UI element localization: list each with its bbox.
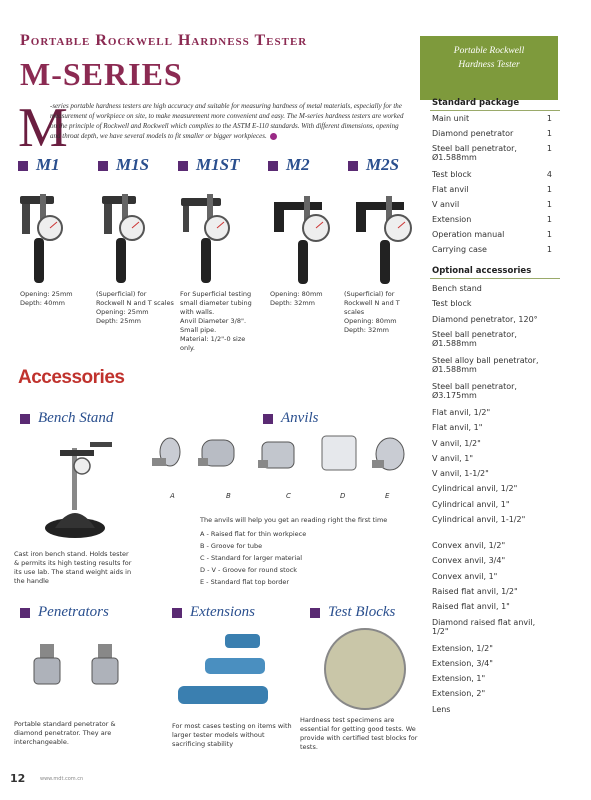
tester-m1s-image — [92, 188, 162, 288]
bench-stand-title: Bench Stand — [38, 410, 114, 426]
standard-item-qty: 1 — [546, 245, 552, 254]
standard-item — [432, 144, 558, 162]
standard-item-qty: 1 — [546, 114, 552, 123]
extensions-heading — [172, 604, 255, 621]
standard-item-qty: 1 — [546, 144, 552, 153]
optional-item: Extension, 2" — [432, 689, 486, 699]
square-bullet-icon — [172, 608, 182, 618]
optional-item: Steel ball penetrator, Ø3.175mm — [432, 381, 517, 400]
standard-item-name: Test block — [432, 170, 472, 179]
tester-m2-image — [268, 188, 338, 288]
accessories-title: Accessories — [18, 367, 125, 388]
intro-dot-icon — [270, 133, 277, 140]
optional-item: Extension, 1" — [432, 674, 486, 684]
penetrators-image — [28, 640, 138, 700]
standard-item-name: Main unit — [432, 114, 470, 123]
model-label: M2S — [366, 155, 400, 174]
optional-item: Raised flat anvil, 1/2" — [432, 586, 518, 596]
model-m2 — [268, 155, 310, 175]
model-m2-desc: Opening: 80mm Depth: 32mm — [270, 290, 323, 307]
anvil-item-e: E - Standard flat top border — [200, 578, 290, 586]
penetrators-desc: Portable standard penetrator & diamond penetrator. They are interchangeable. — [14, 720, 116, 746]
standard-item-name: V anvil — [432, 200, 460, 209]
sidebar — [420, 28, 558, 768]
test-blocks-title: Test Blocks — [328, 604, 396, 620]
standard-item-qty: 1 — [546, 215, 552, 224]
optional-item: Raised flat anvil, 1" — [432, 602, 510, 612]
optional-item: Cylindrical anvil, 1-1/2" — [432, 515, 526, 524]
optional-item: Flat anvil, 1/2" — [432, 407, 491, 417]
standard-item — [432, 185, 558, 194]
standard-item-name: Diamond penetrator — [432, 129, 514, 138]
series-title: M-SERIES — [20, 56, 183, 92]
model-m2s-desc: (Superficial) for Rockwell N and T scales Opening: 80mm Depth: 32mm — [344, 290, 400, 334]
square-bullet-icon — [20, 414, 30, 424]
optional-item: Steel ball penetrator, Ø1.588mm — [432, 329, 517, 348]
sidebar-header: Portable Rockwell Hardness Tester — [420, 36, 558, 100]
model-label: M2 — [286, 155, 310, 174]
standard-item-name: Flat anvil — [432, 185, 469, 194]
standard-item-qty: 1 — [546, 200, 552, 209]
bench-stand-image — [20, 428, 130, 543]
penetrators-heading — [20, 604, 109, 621]
optional-item: Test block — [432, 299, 472, 309]
square-bullet-icon — [310, 608, 320, 618]
optional-item: Lens — [432, 704, 451, 714]
optional-item: Extension, 3/4" — [432, 658, 493, 668]
optional-accessories-title: Optional accessories — [432, 266, 532, 276]
test-blocks-heading — [310, 604, 395, 621]
optional-item: Cylindrical anvil, 1/2" — [432, 484, 518, 494]
optional-item: Convex anvil, 1" — [432, 571, 498, 581]
anvils-image — [150, 432, 415, 482]
anvils-title: Anvils — [281, 410, 319, 426]
optional-item: V anvil, 1/2" — [432, 438, 481, 448]
footer-url: www.mdt.com.cn — [40, 776, 84, 782]
standard-item — [432, 114, 558, 123]
anvil-item-a: A - Raised flat for thin workpiece — [200, 530, 307, 538]
standard-item — [432, 170, 558, 179]
standard-item-qty: 1 — [546, 185, 552, 194]
penetrators-title: Penetrators — [38, 604, 109, 620]
optional-item: Steel alloy ball penetrator, Ø1.588mm — [432, 355, 539, 374]
standard-item-name: Extension — [432, 215, 472, 224]
standard-item-qty: 4 — [546, 170, 552, 179]
page-number: 12 — [10, 772, 26, 785]
standard-item-name: Steel ball penetrator, Ø1.588mm — [432, 144, 517, 162]
square-bullet-icon — [18, 161, 28, 171]
standard-item-qty: 1 — [546, 230, 552, 239]
model-m2s — [348, 155, 399, 175]
anvil-item-d: D - V - Groove for round stock — [200, 566, 298, 574]
extensions-title: Extensions — [190, 604, 255, 620]
standard-item-qty: 1 — [546, 129, 552, 138]
anvil-letter-a: A — [170, 492, 175, 500]
model-m1s — [98, 155, 149, 175]
standard-item-name: Operation manual — [432, 230, 505, 239]
optional-item: Diamond penetrator, 120° — [432, 314, 538, 324]
model-row — [18, 155, 418, 179]
extensions-image — [170, 628, 290, 713]
model-label: M1 — [36, 155, 60, 174]
anvil-item-c: C - Standard for larger material — [200, 554, 302, 562]
page-title: Portable Rockwell Hardness Tester — [20, 32, 308, 49]
intro-text: -series portable hardness testers are high accuracy and suitable for measuring hardness of metal materials, especially for the measurement of workpiece on site, to make measurement more convenient and easy. The M-series hardness testers are worked on the principle of Rockwell and Rockwell which complies to the ASTM E-110 standards. With different dimensions, opening and throat depth, we have several models to fit smaller or bigger workpieces. — [50, 102, 404, 140]
model-m1st — [178, 155, 239, 175]
optional-item: Flat anvil, 1" — [432, 423, 483, 433]
model-label: M1S — [116, 155, 150, 174]
model-m1 — [18, 155, 60, 175]
anvil-letter-e: E — [385, 492, 390, 500]
divider — [430, 110, 560, 111]
standard-item — [432, 200, 558, 209]
square-bullet-icon — [98, 161, 108, 171]
optional-item: Bench stand — [432, 284, 482, 293]
optional-item: Cylindrical anvil, 1" — [432, 499, 510, 509]
anvils-heading — [263, 410, 319, 427]
tester-m2s-image — [350, 188, 420, 288]
standard-item-name: Carrying case — [432, 245, 487, 254]
anvil-letter-b: B — [226, 492, 231, 500]
standard-item — [432, 230, 558, 239]
anvil-item-b: B - Groove for tube — [200, 542, 263, 550]
square-bullet-icon — [263, 414, 273, 424]
standard-item — [432, 245, 558, 254]
bench-stand-heading — [20, 410, 113, 427]
square-bullet-icon — [178, 161, 188, 171]
divider — [430, 278, 560, 279]
anvil-letter-c: C — [286, 492, 291, 500]
anvil-letter-d: D — [340, 492, 346, 500]
optional-item: Diamond raised flat anvil, 1/2" — [432, 617, 536, 636]
square-bullet-icon — [268, 161, 278, 171]
test-block-image — [320, 624, 410, 714]
standard-item — [432, 129, 558, 138]
tester-m1st-image — [175, 188, 245, 288]
model-m1st-desc: For Superficial testing small diameter tubing with walls. Anvil Diameter 3/8". Small pipe. Material: 1/2"-0 size only. — [180, 290, 252, 352]
model-label: M1ST — [196, 155, 240, 174]
square-bullet-icon — [348, 161, 358, 171]
optional-item: Convex anvil, 1/2" — [432, 541, 506, 550]
test-blocks-desc: Hardness test specimens are essential for getting good tests. We provide with certified test blocks for tests. — [300, 716, 418, 751]
tester-m1-image — [10, 188, 80, 288]
model-m1-desc: Opening: 25mm Depth: 40mm — [20, 290, 73, 307]
anvils-intro: The anvils will help you get an reading right the first time — [200, 516, 388, 524]
model-m1s-desc: (Superficial) for Rockwell N and T scales Opening: 25mm Depth: 25mm — [96, 290, 174, 325]
square-bullet-icon — [20, 608, 30, 618]
standard-package-title: Standard package — [432, 98, 520, 108]
bench-stand-desc: Cast iron bench stand. Holds tester & permits its high testing results for its use lab. The stand weight aids in the handle — [14, 550, 132, 585]
optional-item: V anvil, 1" — [432, 453, 474, 463]
intro-paragraph — [50, 101, 410, 141]
standard-item — [432, 215, 558, 224]
optional-item: Convex anvil, 3/4" — [432, 556, 506, 566]
optional-item: Extension, 1/2" — [432, 643, 493, 653]
dropcap: M — [18, 97, 68, 159]
extensions-desc: For most cases testing on items with larger tester models without sacrificing stability — [172, 722, 292, 748]
optional-item: V anvil, 1-1/2" — [432, 469, 489, 479]
